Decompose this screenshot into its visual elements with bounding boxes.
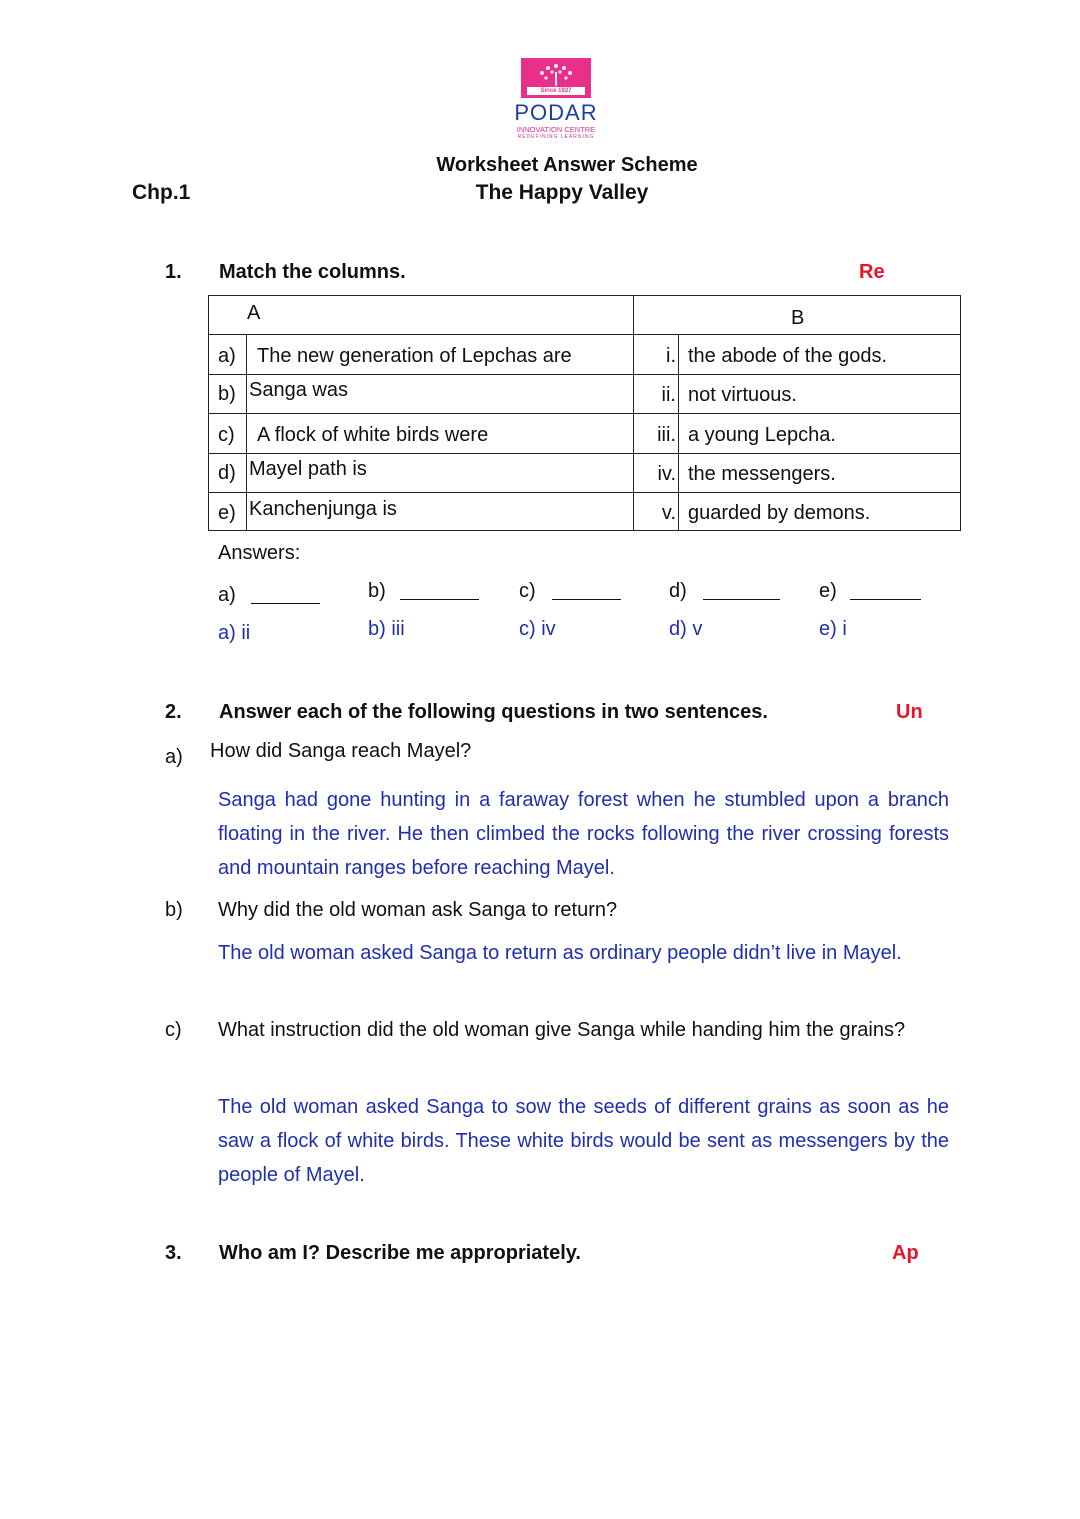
row-iv-match: the messengers. bbox=[688, 463, 836, 485]
q3-number: 3. bbox=[165, 1242, 182, 1264]
column-a-header: A bbox=[247, 302, 261, 324]
answers-label: Answers: bbox=[218, 542, 301, 564]
lesson-title: The Happy Valley bbox=[475, 181, 649, 204]
q1-skill-tag: Re bbox=[859, 261, 885, 283]
q2c-label: c) bbox=[165, 1019, 182, 1041]
brand-tagline: REDEFINING LEARNING bbox=[517, 134, 595, 140]
row-a-label: a) bbox=[218, 345, 236, 367]
q1-heading: Match the columns. bbox=[219, 261, 406, 283]
q3-heading: Who am I? Describe me appropriately. bbox=[219, 1242, 581, 1264]
answer-d: d) v bbox=[669, 618, 703, 640]
tree-icon bbox=[521, 58, 591, 98]
q2c-question: What instruction did the old woman give Sanga while handing him the grains? bbox=[218, 1019, 906, 1041]
q1-number: 1. bbox=[165, 261, 182, 283]
row-d-text: Mayel path is bbox=[249, 458, 367, 480]
row-e-label: e) bbox=[218, 502, 236, 524]
chapter-label: Chp.1 bbox=[132, 181, 191, 204]
row-ii-number: ii. bbox=[661, 384, 676, 406]
q2a-answer: Sanga had gone hunting in a faraway forest when he stumbled upon a branch floating in the river. He then climbed the rocks following the river crossing forests and mountain ranges before reaching Mayel. bbox=[218, 789, 949, 879]
answer-b: b) iii bbox=[368, 618, 405, 640]
answer-blank-e bbox=[850, 599, 921, 600]
row-c-text: A flock of white birds were bbox=[257, 424, 489, 446]
blank-label-c: c) bbox=[519, 580, 536, 602]
q2c-answer: The old woman asked Sanga to sow the seeds of different grains as soon as he saw a flock of white birds. These white birds would be sent as messengers by the people of Mayel. bbox=[218, 1096, 949, 1186]
q2a-question: How did Sanga reach Mayel? bbox=[210, 740, 472, 762]
row-c-label: c) bbox=[218, 424, 235, 446]
row-b-label: b) bbox=[218, 383, 236, 405]
answer-blank-c bbox=[552, 599, 621, 600]
row-iv-number: iv. bbox=[657, 463, 676, 485]
answer-blank-b bbox=[400, 599, 479, 600]
row-ii-match: not virtuous. bbox=[688, 384, 797, 406]
row-i-match: the abode of the gods. bbox=[688, 345, 888, 367]
answer-e: e) i bbox=[819, 618, 847, 640]
row-a-text: The new generation of Lepchas are bbox=[257, 345, 572, 367]
blank-label-b: b) bbox=[368, 580, 386, 602]
column-b-header: B bbox=[791, 307, 805, 329]
brand-subtitle: INNOVATION CENTRE bbox=[516, 125, 596, 134]
blank-label-e: e) bbox=[819, 580, 837, 602]
q2-number: 2. bbox=[165, 701, 182, 723]
row-d-label: d) bbox=[218, 462, 236, 484]
q2-skill-tag: Un bbox=[896, 701, 923, 723]
q2b-answer: The old woman asked Sanga to return as ordinary people didn’t live in Mayel. bbox=[218, 942, 902, 964]
row-iii-number: iii. bbox=[657, 424, 676, 446]
worksheet-title: Worksheet Answer Scheme bbox=[436, 154, 698, 176]
brand-name: PODAR bbox=[514, 100, 598, 125]
row-v-number: v. bbox=[661, 502, 676, 524]
q2-heading: Answer each of the following questions in two sentences. bbox=[219, 701, 768, 723]
q2b-label: b) bbox=[165, 899, 183, 921]
answer-c: c) iv bbox=[519, 618, 556, 640]
row-iii-match: a young Lepcha. bbox=[688, 424, 836, 446]
row-e-text: Kanchenjunga is bbox=[249, 498, 397, 520]
since-label: Since 1927 bbox=[527, 87, 585, 95]
blank-label-d: d) bbox=[669, 580, 687, 602]
q2b-question: Why did the old woman ask Sanga to return? bbox=[218, 899, 618, 921]
row-b-text: Sanga was bbox=[249, 379, 348, 401]
match-table bbox=[208, 295, 961, 531]
podar-logo bbox=[503, 58, 609, 148]
q2a-label: a) bbox=[165, 746, 183, 768]
answer-blank-a bbox=[251, 603, 320, 604]
blank-label-a: a) bbox=[218, 584, 236, 606]
answer-blank-d bbox=[703, 599, 780, 600]
q3-skill-tag: Ap bbox=[892, 1242, 919, 1264]
row-v-match: guarded by demons. bbox=[688, 502, 871, 524]
answer-a: a) ii bbox=[218, 622, 251, 644]
row-i-number: i. bbox=[666, 345, 676, 367]
